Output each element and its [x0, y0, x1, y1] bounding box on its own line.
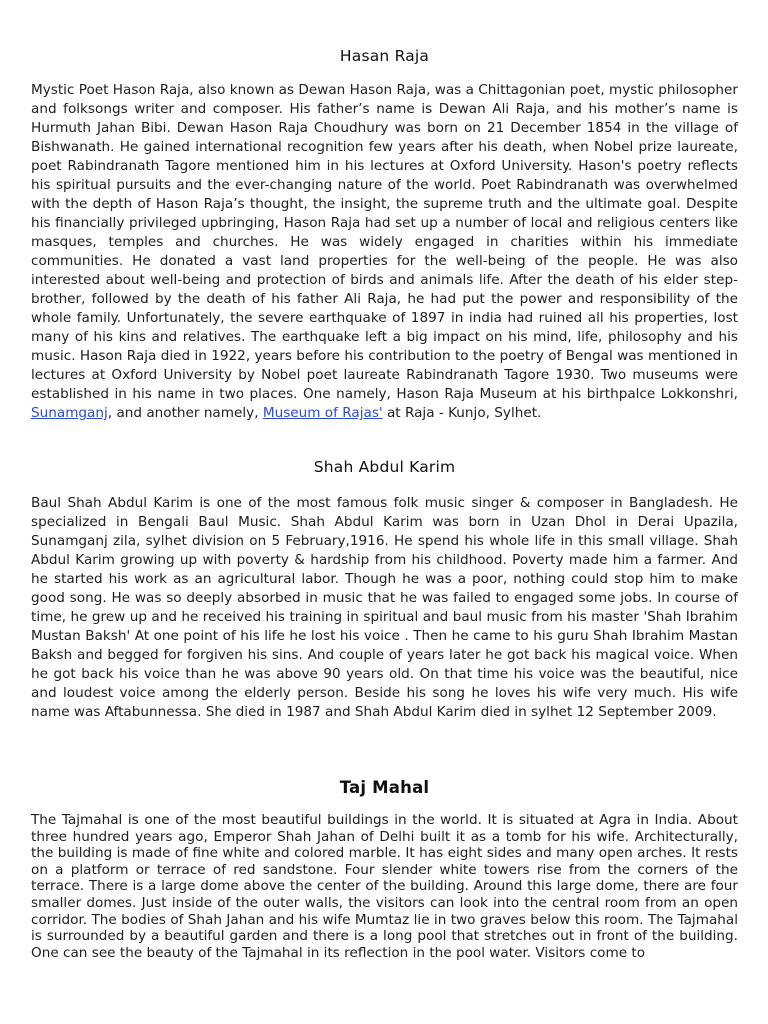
sunamganj-link[interactable]: Sunamganj	[31, 405, 108, 421]
paragraph-text: Mystic Poet Hason Raja, also known as Dewan Hason Raja, was a Chittagonian poet, mystic philosopher and folksongs writer and composer. His father’s name is Dewan Ali Raja, and his mother’s name is Hurmuth Jahan Bibi. Dewan Hason Raja Choudhury was born on 21 December 1854 in the village of Bishwanath. He gained international recognition few years after his death, when Nobel prize laureate, poet Rabindranath Tagore mentioned him in his lectures at Oxford University. Hason's poetry reflects his spiritual pursuits and the ever-changing nature of the world. Poet Rabindranath was overwhelmed with the depth of Hason Raja’s thought, the insight, the supreme truth and the ultimate goal. Despite his financially privileged upbringing, Hason Raja had set up a number of local and religious centers like masques, temples and churches. He was widely engaged in charities within his immediate communities. He donated a vast land properties for the well-being of the people. He was also interested about well-being and protection of birds and animals life. After the death of his elder step-brother, followed by the death of his father Ali Raja, he had put the power and responsibility of the whole family. Unfortunately, the severe earthquake of 1897 in india had ruined all his properties, lost many of his kins and relatives. The earthquake left a big impact on his mind, life, philosophy and his music. Hason Raja died in 1922, years before his contribution to the poetry of Bengal was mentioned in lectures at Oxford University by Nobel poet laureate Rabindranath Tagore 1930. Two museums were established in his name in two places. One namely, Hason Raja Museum at his birthpalce Lokkonshri,	[31, 82, 738, 402]
paragraph-text: at Raja - Kunjo, Sylhet.	[382, 405, 542, 421]
section-paragraph: The Tajmahal is one of the most beautiful buildings in the world. It is situated at Agra in India. About three hundred years ago, Emperor Shah Jahan of Delhi built it as a tomb for his wife. Architecturally, the building is made of fine white and colored marble. It has eight sides and many open arches. It rests on a platform or terrace of red sandstone. Four slender white towers rise from the corners of the terrace. There is a large dome above the center of the building. Around this large dome, there are four smaller domes. Just inside of the outer walls, the visitors can look into the central room from an open corridor. The bodies of Shah Jahan and his wife Mumtaz lie in two graves below this room. The Tajmahal is surrounded by a beautiful garden and there is a long pool that stretches out in front of the building. One can see the beauty of the Tajmahal in its reflection in the pool water. Visitors come to	[31, 812, 738, 961]
section-heading: Hasan Raja	[339, 47, 430, 65]
section-heading: Taj Mahal	[339, 778, 430, 797]
section-heading: Shah Abdul Karim	[313, 458, 456, 476]
paragraph-text: , and another namely,	[107, 405, 263, 421]
museum-of-rajas-link[interactable]: Museum of Rajas'	[262, 405, 383, 421]
section-paragraph: Baul Shah Abdul Karim is one of the most famous folk music singer & composer in Bangladesh. He specialized in Bengali Baul Music. Shah Abdul Karim was born in Uzan Dhol in Derai Upazila, Sunamganj zila, sylhet division on 5 February,1916. He spend his whole life in this small village. Shah Abdul Karim growing up with poverty & hardship from his childhood. Poverty made him a farmer. And he started his work as an agricultural labor. Though he was a poor, nothing could stop him to make good song. He was so deeply absorbed in music that he was failed to engaged some jobs. In course of time, he grew up and he received his training in spiritual and baul music from his master 'Shah Ibrahim Mustan Baksh' At one point of his life he lost his voice . Then he came to his guru Shah Ibrahim Mastan Baksh and begged for forgiven his sins. And couple of years later he got back his magical voice. When he got back his voice than he was above 90 years old. On that time his voice was the beautiful, nice and loudest voice among the elderly person. Beside his song he loves his wife very much. His wife name was Aftabunnessa. She died in 1987 and Shah Abdul Karim died in sylhet 12 September 2009.	[31, 495, 738, 720]
